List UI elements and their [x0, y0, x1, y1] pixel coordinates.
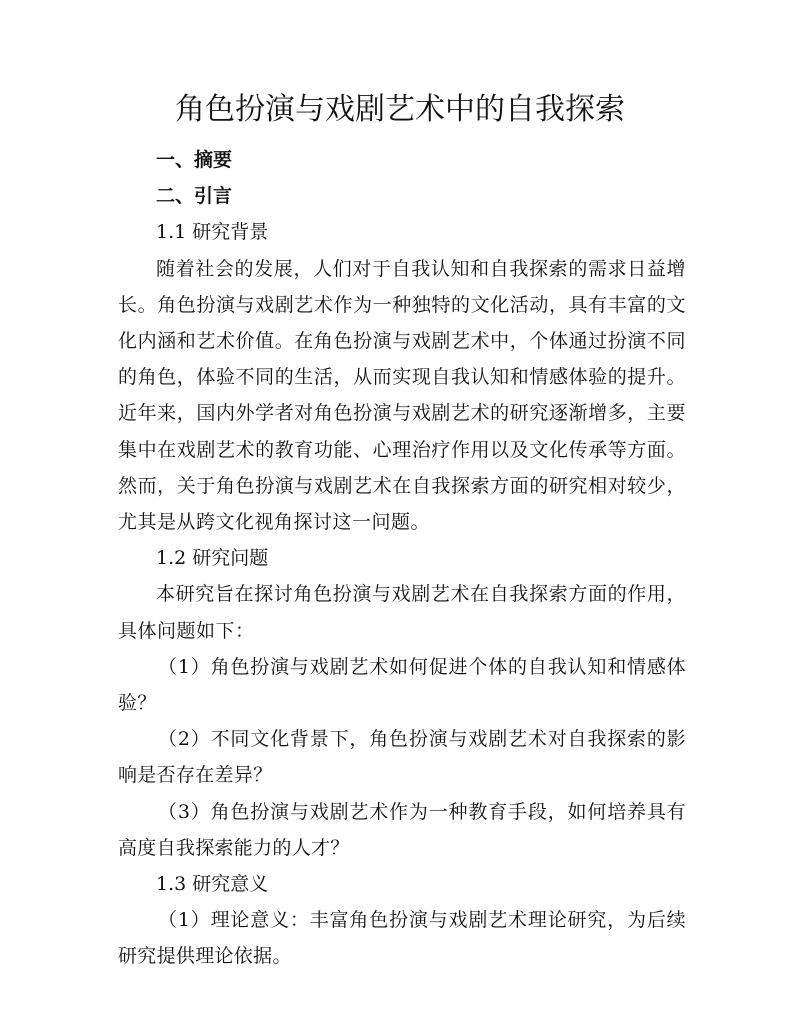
research-questions-heading: 1.2 研究问题 [156, 547, 269, 570]
significance-heading: 1.3 研究意义 [156, 873, 269, 896]
background-paragraph: 随着社会的发展，人们对于自我认知和自我探索的需求日益增长。角色扮演与戏剧艺术作为一种独特的文化活动，具有丰富的文化内涵和艺术价值。在角色扮演与戏剧艺术中，个体通过扮演不同的角色，体验不同的生活，从而实现自我认知和情感体验的提升。近年来，国内外学者对角色扮演与戏剧艺术的研究逐渐增多，主要集中在戏剧艺术的教育功能、心理治疗作用以及文化传承等方面。然而，关于角色扮演与戏剧艺术在自我探索方面的研究相对较少，尤其是从跨文化视角探讨这一问题。 [118, 257, 686, 534]
significance-item-1: （1）理论意义：丰富角色扮演与戏剧艺术理论研究，为后续研究提供理论依据。 [118, 909, 686, 968]
document-title: 角色扮演与戏剧艺术中的自我探索 [175, 92, 625, 127]
abstract-heading: 一、摘要 [156, 149, 233, 171]
question-item-3: （3）角色扮演与戏剧艺术作为一种教育手段，如何培养具有高度自我探索能力的人才？ [118, 800, 686, 859]
question-item-1: （1）角色扮演与戏剧艺术如何促进个体的自我认知和情感体验？ [118, 655, 686, 715]
background-heading: 1.1 研究背景 [156, 221, 269, 244]
document-body [118, 142, 686, 975]
question-item-2: （2）不同文化背景下，角色扮演与戏剧艺术对自我探索的影响是否存在差异？ [118, 728, 686, 787]
research-questions-intro: 本研究旨在探讨角色扮演与戏剧艺术在自我探索方面的作用，具体问题如下： [118, 583, 686, 642]
intro-heading: 二、引言 [156, 185, 233, 208]
